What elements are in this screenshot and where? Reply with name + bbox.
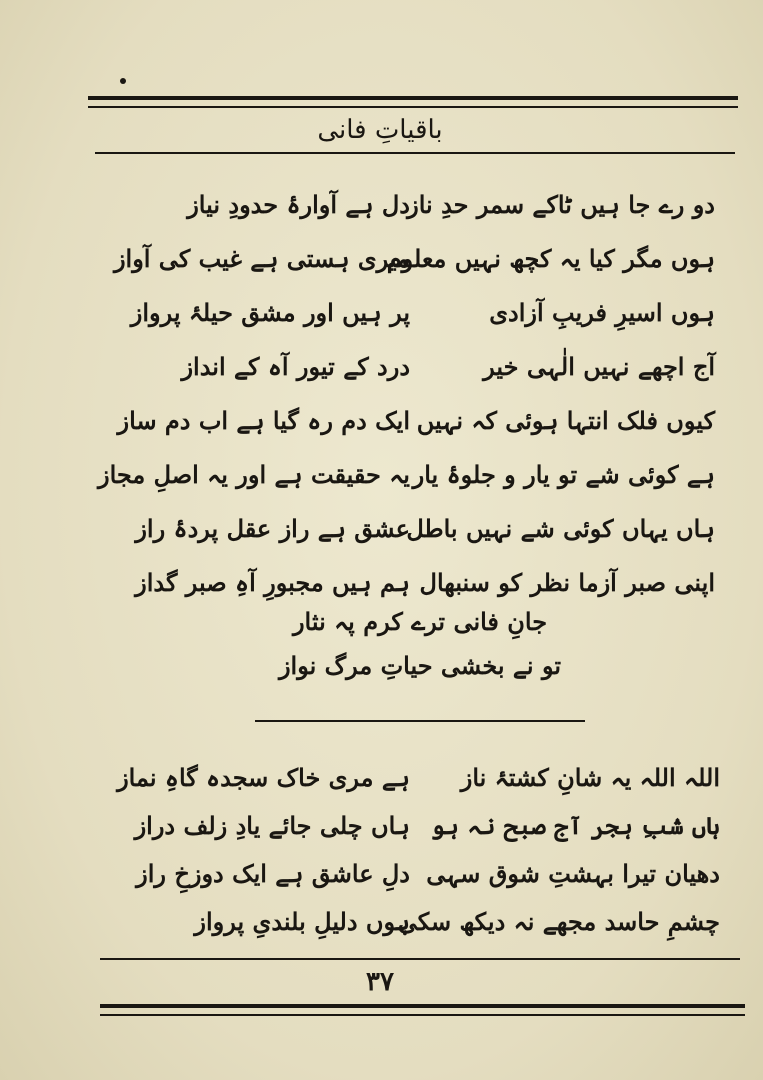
top-rule-inner [88,106,738,108]
verse-line: ہوں دلیلِ بلندیِ پرواز [194,907,410,936]
verse-line: ہے مری خاک سجدہ گاہِ نماز [117,763,410,792]
verse-line: دل ہے آوارۂ حدودِ نیاز [187,190,410,219]
section1-right-column [386,178,715,610]
verse-line: ہوں مگر کیا یہ کچھ نہیں معلوم [386,244,715,273]
verse-line: میری ہستی ہے غیب کی آواز [113,244,410,273]
verse-line: دلِ عاشق ہے ایک دوزخِ راز [136,859,410,888]
verse-line: کیوں فلک انتہا ہوئی کہ نہیں [416,406,715,435]
page-number: ۳۷ [366,967,394,997]
header-underline [95,152,735,154]
verse-line: چشمِ حاسد مجھے نہ دیکھ سکی [397,907,720,936]
running-header-title: باقیاتِ فانی [317,115,443,145]
verse-line: یہ حقیقت ہے اور یہ اصلِ مجاز [98,460,410,489]
verse-line: جانِ فانی ترے کرم پہ نثار [292,607,548,636]
footer-rule-outer [100,1004,745,1008]
section2-left-column [100,754,410,946]
verse-line: پر ہیں اور مشق حیلۂ پرواز [130,298,410,327]
section-separator-rule [255,720,585,722]
verse-line: ہاں چلی جائے یادِ زلف دراز [134,811,410,840]
top-rule-outer [88,96,738,100]
verse-line: دھیان تیرا بہشتِ شوق سہی [426,859,720,888]
verse-line: ہم ہیں مجبورِ آہِ صبر گداز [135,568,410,597]
verse-line: ہے کوئی شے تو یار و جلوۂ یار [412,460,715,489]
verse-line: عشق ہے راز عقل پردۂ راز [135,514,410,543]
verse-line: اللہ اللہ یہ شانِ کشتۂ ناز [460,763,720,792]
verse-line: درد کے تیور آہ کے انداز [181,352,410,381]
verse-line: اپنی صبر آزما نظر کو سنبھال [419,568,715,597]
section2-right-column [397,754,720,946]
verse-line: ہوں اسیرِ فریبِ آزادی [489,298,715,327]
verse-line: ہاں یہاں کوئی شے نہیں باطل [406,514,715,543]
footer-rule-inner [100,1014,745,1016]
section1-left-column [100,178,410,610]
verse-line: ہاں شبِ ہجر آج صبح نہ ہو [430,811,720,840]
footer-rule-top [100,958,740,960]
verse-line: ایک دم رہ گیا ہے اب دم ساز [117,406,410,435]
verse-line: آج اچھے نہیں الٰہی خیر [483,352,715,381]
verse-line: تو نے بخشی حیاتِ مرگ نواز [278,651,562,680]
ink-dot [120,78,126,84]
closing-couplet [240,600,600,688]
verse-line: دو رے جا ہیں ٹاکے سمر حدِ ناز [407,190,715,219]
